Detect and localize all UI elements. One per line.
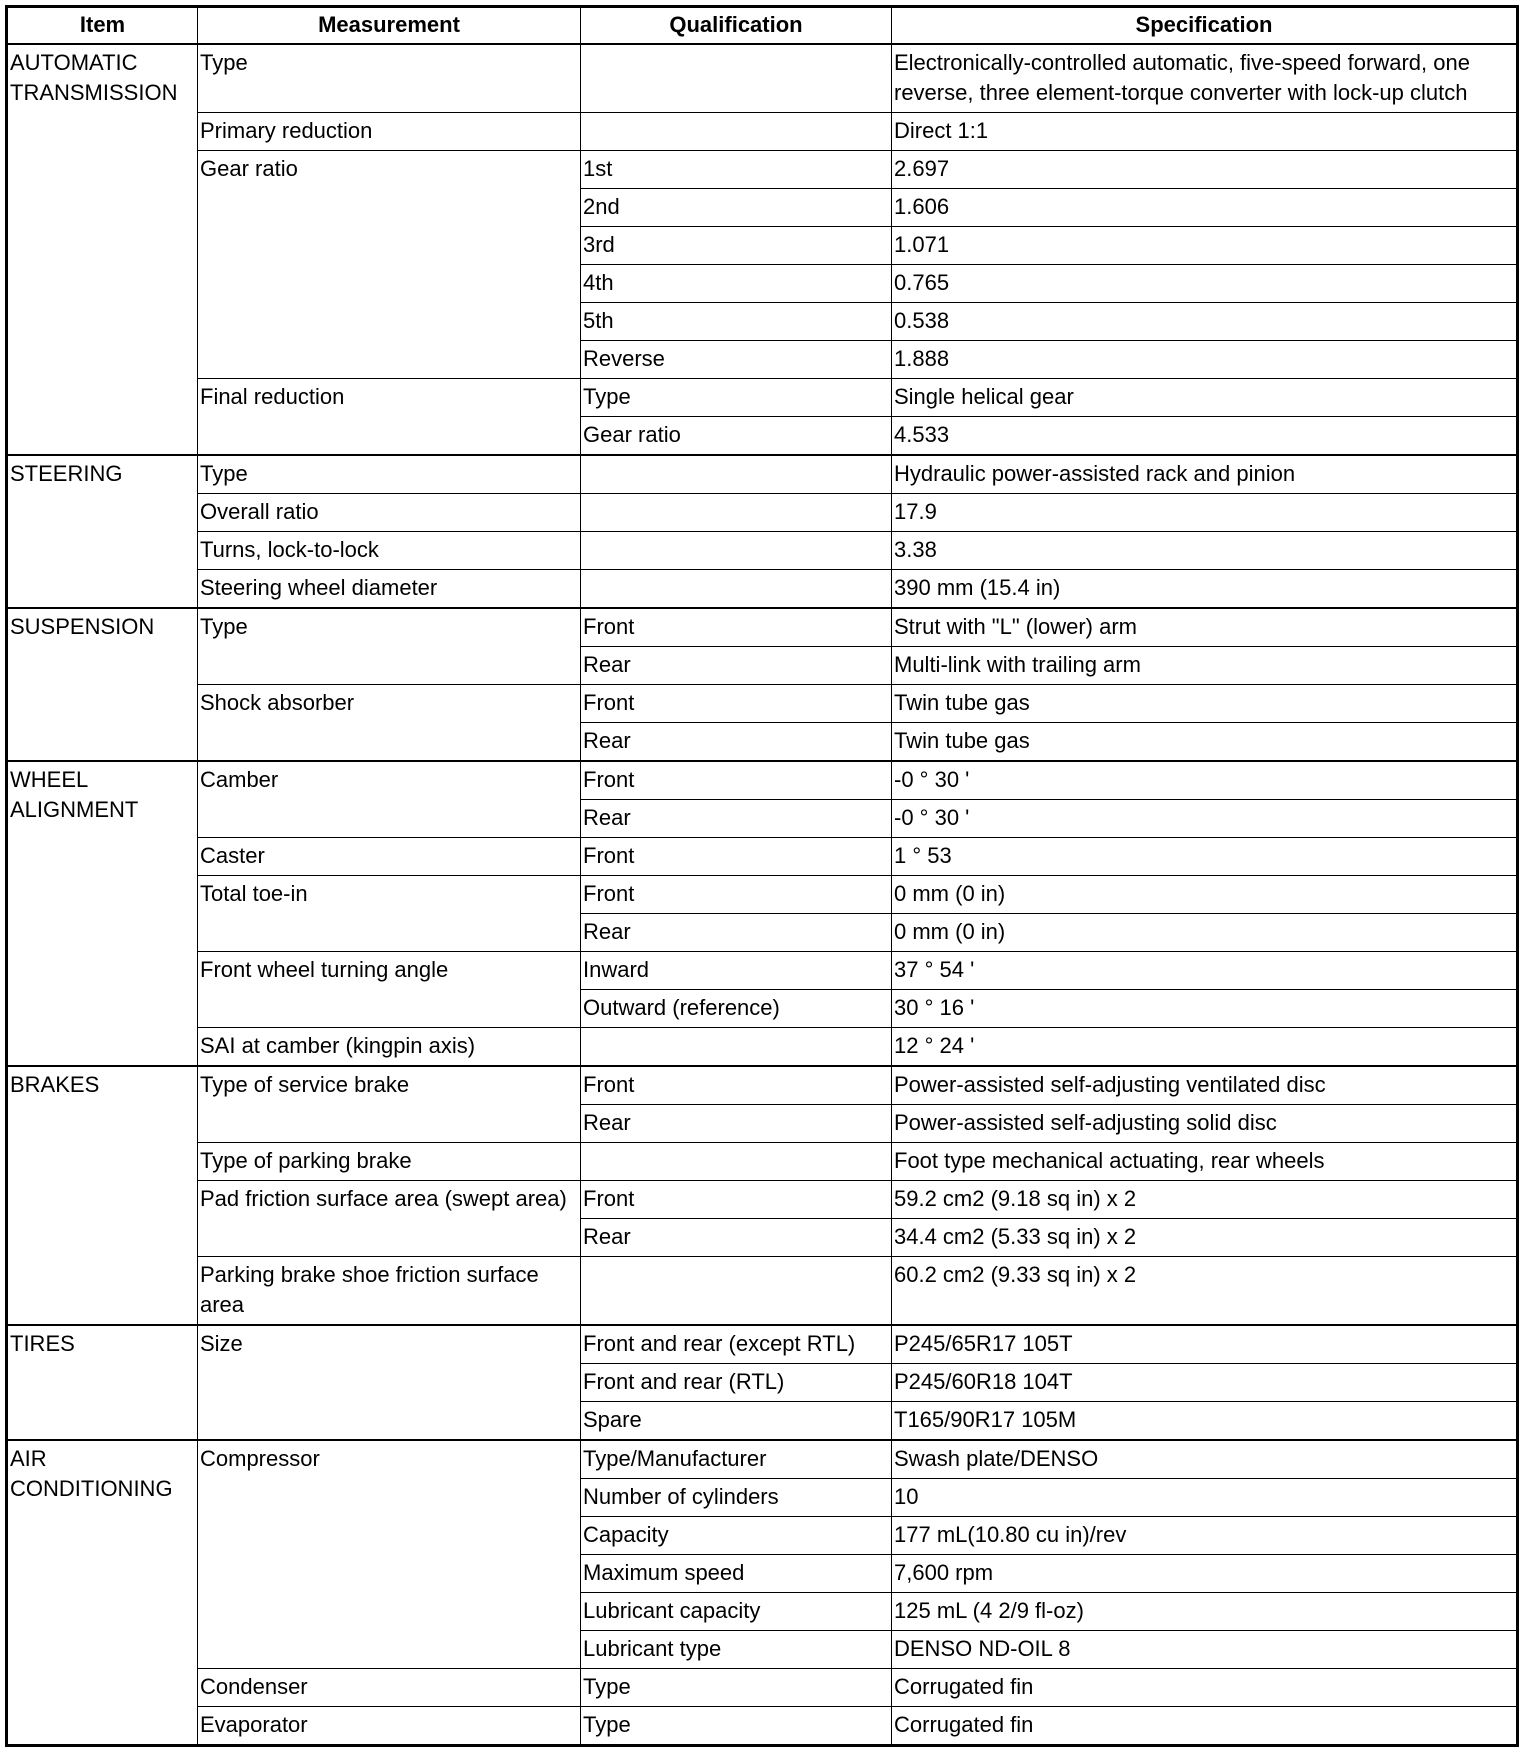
specification-cell: 0.538 xyxy=(892,303,1518,341)
measurement-cell: Type of parking brake xyxy=(198,1143,581,1181)
qualification-cell xyxy=(581,1143,892,1181)
qualification-cell: Front xyxy=(581,761,892,800)
measurement-cell: Evaporator xyxy=(198,1707,581,1746)
table-row xyxy=(7,1325,1518,1364)
specification-cell: Corrugated fin xyxy=(892,1707,1518,1746)
specification-cell: 10 xyxy=(892,1479,1518,1517)
specification-cell: T165/90R17 105M xyxy=(892,1402,1518,1441)
specification-cell: 177 mL(10.80 cu in)/rev xyxy=(892,1517,1518,1555)
specification-cell: Swash plate/DENSO xyxy=(892,1440,1518,1479)
specification-cell: Multi-link with trailing arm xyxy=(892,647,1518,685)
measurement-cell: Primary reduction xyxy=(198,113,581,151)
specification-cell: Power-assisted self-adjusting ventilated disc xyxy=(892,1066,1518,1105)
qualification-cell: Inward xyxy=(581,952,892,990)
table-row xyxy=(7,1669,1518,1707)
measurement-cell: Camber xyxy=(198,761,581,838)
table-row xyxy=(7,1440,1518,1479)
specification-cell: Twin tube gas xyxy=(892,685,1518,723)
qualification-cell: Capacity xyxy=(581,1517,892,1555)
specification-cell: Twin tube gas xyxy=(892,723,1518,762)
header-measurement: Measurement xyxy=(198,7,581,45)
measurement-cell: Overall ratio xyxy=(198,494,581,532)
measurement-cell: Steering wheel diameter xyxy=(198,570,581,609)
specification-cell: 125 mL (4 2/9 fl-oz) xyxy=(892,1593,1518,1631)
specification-cell: 2.697 xyxy=(892,151,1518,189)
qualification-cell: 5th xyxy=(581,303,892,341)
measurement-cell: Pad friction surface area (swept area) xyxy=(198,1181,581,1257)
specification-cell: Direct 1:1 xyxy=(892,113,1518,151)
specification-cell: 34.4 cm2 (5.33 sq in) x 2 xyxy=(892,1219,1518,1257)
table-row xyxy=(7,1707,1518,1746)
specification-cell: 12 ° 24 ' xyxy=(892,1028,1518,1067)
specification-cell: 59.2 cm2 (9.18 sq in) x 2 xyxy=(892,1181,1518,1219)
qualification-cell: Rear xyxy=(581,800,892,838)
table-row xyxy=(7,761,1518,800)
qualification-cell: Reverse xyxy=(581,341,892,379)
qualification-cell: Type xyxy=(581,379,892,417)
specification-cell: 4.533 xyxy=(892,417,1518,456)
table-row xyxy=(7,952,1518,990)
table-row xyxy=(7,876,1518,914)
table-row xyxy=(7,1066,1518,1105)
qualification-cell xyxy=(581,455,892,494)
specification-cell: -0 ° 30 ' xyxy=(892,800,1518,838)
measurement-cell: Caster xyxy=(198,838,581,876)
table-body xyxy=(7,44,1518,1746)
item-cell: BRAKES xyxy=(7,1066,198,1325)
qualification-cell: Rear xyxy=(581,1219,892,1257)
specification-cell: P245/60R18 104T xyxy=(892,1364,1518,1402)
specification-cell: DENSO ND-OIL 8 xyxy=(892,1631,1518,1669)
item-cell: AUTOMATIC TRANSMISSION xyxy=(7,44,198,455)
measurement-cell: Compressor xyxy=(198,1440,581,1669)
header-specification: Specification xyxy=(892,7,1518,45)
measurement-cell: Gear ratio xyxy=(198,151,581,379)
qualification-cell xyxy=(581,532,892,570)
header-item: Item xyxy=(7,7,198,45)
measurement-cell: SAI at camber (kingpin axis) xyxy=(198,1028,581,1067)
table-row xyxy=(7,113,1518,151)
qualification-cell: 2nd xyxy=(581,189,892,227)
qualification-cell: 3rd xyxy=(581,227,892,265)
qualification-cell: Type/Manufacturer xyxy=(581,1440,892,1479)
specification-cell: 3.38 xyxy=(892,532,1518,570)
table-row xyxy=(7,1028,1518,1067)
table-row xyxy=(7,608,1518,647)
measurement-cell: Size xyxy=(198,1325,581,1440)
qualification-cell: Front xyxy=(581,1066,892,1105)
specification-cell: 60.2 cm2 (9.33 sq in) x 2 xyxy=(892,1257,1518,1326)
specification-cell: Hydraulic power-assisted rack and pinion xyxy=(892,455,1518,494)
qualification-cell: Front xyxy=(581,685,892,723)
table-row xyxy=(7,685,1518,723)
qualification-cell xyxy=(581,44,892,113)
specification-cell: 37 ° 54 ' xyxy=(892,952,1518,990)
qualification-cell: Rear xyxy=(581,1105,892,1143)
header-row xyxy=(7,7,1518,45)
specification-cell: 1 ° 53 xyxy=(892,838,1518,876)
qualification-cell: Maximum speed xyxy=(581,1555,892,1593)
qualification-cell xyxy=(581,570,892,609)
specification-cell: 17.9 xyxy=(892,494,1518,532)
specification-cell: Power-assisted self-adjusting solid disc xyxy=(892,1105,1518,1143)
item-cell: SUSPENSION xyxy=(7,608,198,761)
specification-cell: 0.765 xyxy=(892,265,1518,303)
table-row xyxy=(7,44,1518,113)
specification-cell: 0 mm (0 in) xyxy=(892,876,1518,914)
qualification-cell xyxy=(581,113,892,151)
measurement-cell: Shock absorber xyxy=(198,685,581,762)
qualification-cell: Gear ratio xyxy=(581,417,892,456)
measurement-cell: Condenser xyxy=(198,1669,581,1707)
qualification-cell: Outward (reference) xyxy=(581,990,892,1028)
specification-cell: Single helical gear xyxy=(892,379,1518,417)
measurement-cell: Final reduction xyxy=(198,379,581,456)
specification-cell: 1.071 xyxy=(892,227,1518,265)
specification-cell: 1.606 xyxy=(892,189,1518,227)
table-row xyxy=(7,455,1518,494)
qualification-cell: Rear xyxy=(581,914,892,952)
measurement-cell: Type xyxy=(198,44,581,113)
qualification-cell: Lubricant type xyxy=(581,1631,892,1669)
specification-cell: Strut with "L" (lower) arm xyxy=(892,608,1518,647)
measurement-cell: Type xyxy=(198,608,581,685)
item-cell: STEERING xyxy=(7,455,198,608)
table-row xyxy=(7,838,1518,876)
specification-cell: Corrugated fin xyxy=(892,1669,1518,1707)
specification-cell: 7,600 rpm xyxy=(892,1555,1518,1593)
specification-cell: P245/65R17 105T xyxy=(892,1325,1518,1364)
specification-cell: 1.888 xyxy=(892,341,1518,379)
item-cell: TIRES xyxy=(7,1325,198,1440)
table-row xyxy=(7,570,1518,609)
measurement-cell: Front wheel turning angle xyxy=(198,952,581,1028)
table-row xyxy=(7,1257,1518,1326)
qualification-cell: Front xyxy=(581,876,892,914)
qualification-cell: Front and rear (except RTL) xyxy=(581,1325,892,1364)
qualification-cell: Rear xyxy=(581,723,892,762)
qualification-cell: Type xyxy=(581,1669,892,1707)
qualification-cell: Lubricant capacity xyxy=(581,1593,892,1631)
qualification-cell xyxy=(581,494,892,532)
table-row xyxy=(7,494,1518,532)
item-cell: WHEEL ALIGNMENT xyxy=(7,761,198,1066)
item-cell: AIR CONDITIONING xyxy=(7,1440,198,1746)
measurement-cell: Type of service brake xyxy=(198,1066,581,1143)
qualification-cell: Front xyxy=(581,838,892,876)
measurement-cell: Parking brake shoe friction surface area xyxy=(198,1257,581,1326)
qualification-cell xyxy=(581,1028,892,1067)
specification-cell: 30 ° 16 ' xyxy=(892,990,1518,1028)
qualification-cell: Front xyxy=(581,1181,892,1219)
specification-cell: 390 mm (15.4 in) xyxy=(892,570,1518,609)
qualification-cell: Type xyxy=(581,1707,892,1746)
qualification-cell: Spare xyxy=(581,1402,892,1441)
qualification-cell: Number of cylinders xyxy=(581,1479,892,1517)
qualification-cell: Front xyxy=(581,608,892,647)
qualification-cell xyxy=(581,1257,892,1326)
table-row xyxy=(7,1143,1518,1181)
qualification-cell: 1st xyxy=(581,151,892,189)
specification-cell: 0 mm (0 in) xyxy=(892,914,1518,952)
specification-table xyxy=(5,5,1519,1747)
specification-cell: Foot type mechanical actuating, rear wheels xyxy=(892,1143,1518,1181)
table-row xyxy=(7,379,1518,417)
qualification-cell: Rear xyxy=(581,647,892,685)
header-qualification: Qualification xyxy=(581,7,892,45)
qualification-cell: Front and rear (RTL) xyxy=(581,1364,892,1402)
specification-cell: Electronically-controlled automatic, five-speed forward, one reverse, three element-torque converter with lock-up clutch xyxy=(892,44,1518,113)
table-row xyxy=(7,151,1518,189)
table-row xyxy=(7,1181,1518,1219)
table-row xyxy=(7,532,1518,570)
measurement-cell: Type xyxy=(198,455,581,494)
qualification-cell: 4th xyxy=(581,265,892,303)
measurement-cell: Turns, lock-to-lock xyxy=(198,532,581,570)
specification-cell: -0 ° 30 ' xyxy=(892,761,1518,800)
measurement-cell: Total toe-in xyxy=(198,876,581,952)
